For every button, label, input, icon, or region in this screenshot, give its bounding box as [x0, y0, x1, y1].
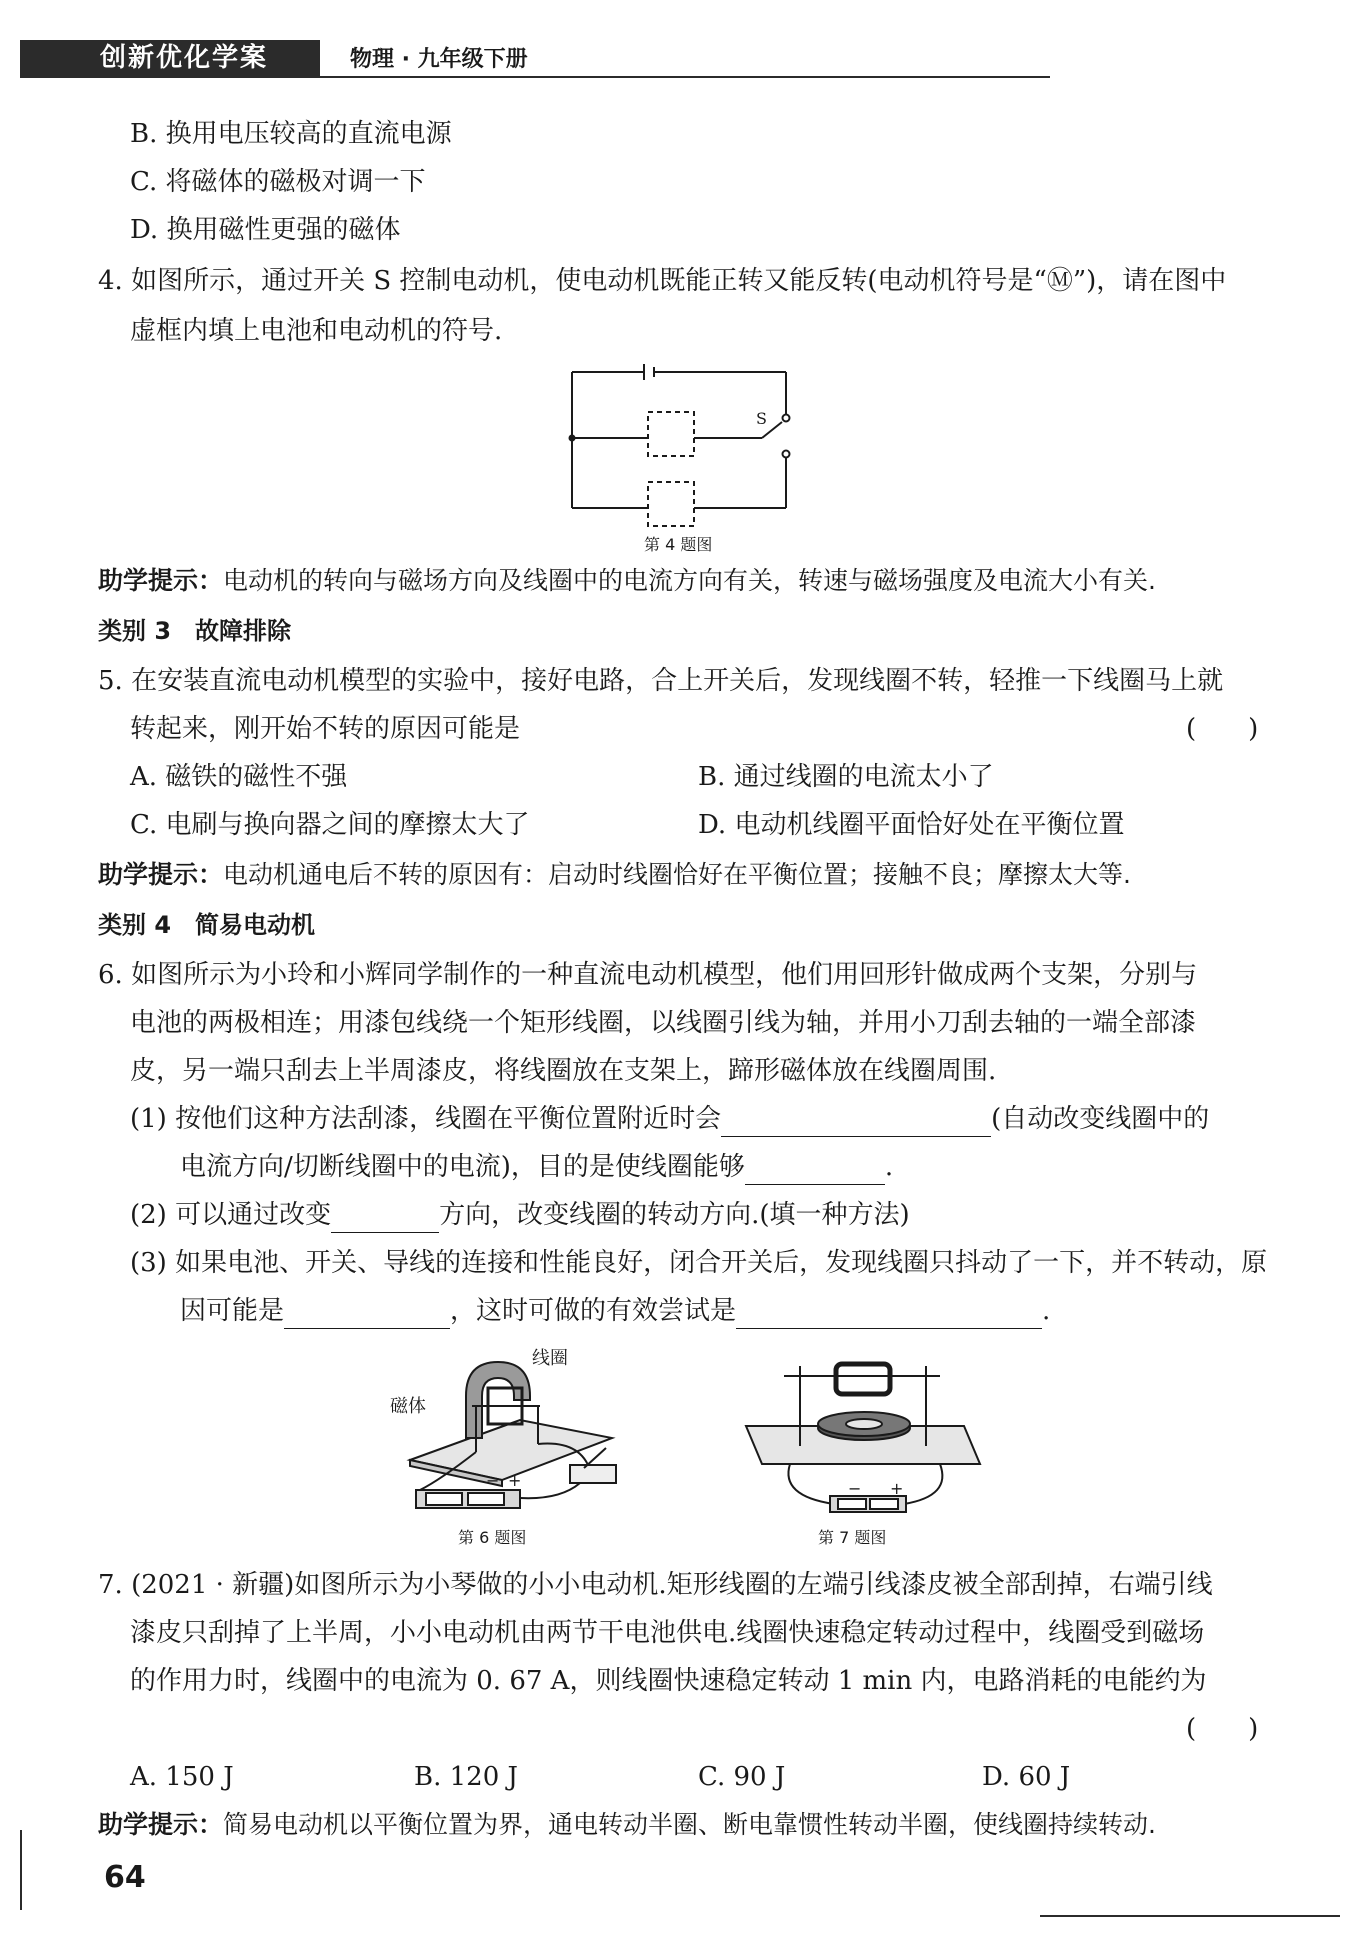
q6-part-1-text-a: (1) 按他们这种方法刮漆，线圈在平衡位置附近时会 — [130, 1104, 722, 1134]
q6-part-1-text-d: . — [884, 1152, 894, 1182]
q6-part-3-text-b: 因可能是 — [180, 1296, 285, 1326]
q6-part-1-line-2 — [180, 1149, 893, 1185]
q7-line-2: 漆皮只刮掉了上半周，小小电动机由两节干电池供电.线圈快速稳定转动过程中，线圈受到磁场 — [130, 1618, 1205, 1648]
q4-line-2: 虚框内填上电池和电动机的符号. — [130, 316, 503, 346]
q6-part-1-blank-2 — [745, 1158, 885, 1185]
q6-figure-coil-label: 线圈 — [532, 1348, 568, 1369]
coil — [836, 1364, 890, 1394]
hint-2 — [98, 857, 1131, 893]
q6-part-1-line-1 — [130, 1101, 1209, 1137]
switch-contact-top — [783, 415, 790, 422]
q7-small-motor-figure — [740, 1356, 990, 1526]
hint-3-text: 简易电动机以平衡位置为界，通电转动半圈、断电靠惯性转动半圈，使线圈持续转动. — [223, 1810, 1156, 1839]
q7-option-c: C. 90 J — [698, 1762, 786, 1792]
hint-2-text: 电动机通电后不转的原因有：启动时线圈恰好在平衡位置；接触不良；摩擦太大等. — [223, 860, 1131, 889]
hint-3 — [98, 1807, 1156, 1843]
dashed-box-upper — [648, 412, 694, 456]
switch-base — [570, 1465, 616, 1483]
q6-part-3-line-2 — [180, 1293, 1050, 1329]
header-brand: 创新优化学案 — [20, 40, 320, 76]
q6-part-3-text-c: ，这时可做的有效尝试是 — [450, 1296, 737, 1326]
q6-part-2-blank — [331, 1206, 439, 1233]
hint-2-label: 助学提示： — [98, 860, 224, 889]
header-subject: 物理 · 九年级下册 — [350, 47, 528, 72]
battery-cell-1 — [426, 1493, 462, 1505]
category-3-heading: 类别 3 故障排除 — [98, 617, 292, 645]
svg-text:−: − — [486, 1471, 500, 1490]
q4-line-1: 4. 如图所示，通过开关 S 控制电动机，使电动机既能正转又能反转(电动机符号是“Ⓜ”)，请在图中 — [98, 266, 1227, 296]
q7-caption: 第 7 题图 — [818, 1528, 887, 1547]
q7-option-a: A. 150 J — [130, 1762, 234, 1792]
hint-1-text: 电动机的转向与磁场方向及线圈中的电流方向有关，转速与磁场强度及电流大小有关. — [223, 566, 1156, 595]
header-rule — [20, 76, 1050, 78]
hint-1-label: 助学提示： — [98, 566, 224, 595]
q6-part-2-text-b: 方向，改变线圈的转动方向.(填一种方法) — [439, 1200, 910, 1230]
q6-part-1-text-b: (自动改变线圈中的 — [991, 1104, 1210, 1134]
q6-part-2 — [130, 1197, 910, 1233]
q3-option-c: C. 将磁体的磁极对调一下 — [130, 167, 426, 197]
battery-cell-1 — [838, 1499, 866, 1509]
q5-line-2: 转起来，刚开始不转的原因可能是 — [130, 714, 521, 744]
category-4-heading: 类别 4 简易电动机 — [98, 911, 316, 939]
wire-right — [904, 1464, 942, 1504]
q6-part-1-blank-1 — [721, 1110, 991, 1137]
q7-line-1: 7. (2021 · 新疆)如图所示为小琴做的小小电动机.矩形线圈的左端引线漆皮被全部刮掉，右端引线 — [98, 1570, 1213, 1600]
switch-label: S — [756, 409, 767, 428]
q5-option-a: A. 磁铁的磁性不强 — [130, 762, 348, 792]
q7-option-d: D. 60 J — [982, 1762, 1071, 1792]
dashed-box-lower — [648, 482, 694, 526]
hint-3-label: 助学提示： — [98, 1810, 224, 1839]
svg-text:−: − — [848, 1479, 862, 1498]
q6-part-3-blank-1 — [284, 1302, 450, 1329]
q6-figure-magnet-label: 磁体 — [390, 1396, 426, 1417]
q4-circuit-diagram — [560, 360, 800, 540]
q5-option-b: B. 通过线圈的电流太小了 — [698, 762, 994, 792]
q6-line-3: 皮，另一端只刮去上半周漆皮，将线圈放在支架上，蹄形磁体放在线圈周围. — [130, 1056, 997, 1086]
svg-text:+: + — [508, 1471, 522, 1490]
q7-answer-paren: ( ) — [1186, 1714, 1259, 1744]
q3-option-d: D. 换用磁性更强的磁体 — [130, 215, 401, 245]
q6-part-3-blank-2 — [736, 1302, 1042, 1329]
q5-answer-paren: ( ) — [1186, 714, 1259, 744]
q6-part-2-text-a: (2) 可以通过改变 — [130, 1200, 332, 1230]
q7-option-b: B. 120 J — [414, 1762, 518, 1792]
q6-line-2: 电池的两极相连；用漆包线绕一个矩形线圈，以线圈引线为轴，并用小刀刮去轴的一端全部漆 — [130, 1008, 1197, 1038]
q3-option-b: B. 换用电压较高的直流电源 — [130, 119, 452, 149]
page-number: 64 — [104, 1860, 146, 1895]
q6-part-3-text-d: . — [1042, 1296, 1051, 1326]
svg-text:+: + — [890, 1479, 904, 1498]
q5-option-d: D. 电动机线圈平面恰好处在平衡位置 — [698, 810, 1125, 840]
switch-contact-bottom — [783, 451, 790, 458]
q5-option-c: C. 电刷与换向器之间的摩擦太大了 — [130, 810, 530, 840]
footer-rule-left — [20, 1830, 22, 1910]
footer-rule-bottom — [1040, 1915, 1340, 1917]
q6-part-3-line-1: (3) 如果电池、开关、导线的连接和性能良好，闭合开关后，发现线圈只抖动了一下，并不转动，原 — [130, 1248, 1268, 1278]
hint-1 — [98, 563, 1156, 599]
ring-magnet-hole — [846, 1419, 882, 1429]
q6-caption: 第 6 题图 — [458, 1528, 527, 1547]
wire-3 — [520, 1483, 580, 1498]
q6-part-1-text-c: 电流方向/切断线圈中的电流)，目的是使线圈能够 — [180, 1152, 745, 1182]
q5-line-1: 5. 在安装直流电动机模型的实验中，接好电路，合上开关后，发现线圈不转，轻推一下线圈马上就 — [98, 666, 1224, 696]
q4-caption: 第 4 题图 — [644, 535, 713, 554]
q7-line-3: 的作用力时，线圈中的电流为 0. 67 A，则线圈快速稳定转动 1 min 内，电路消耗的电能约为 — [130, 1666, 1207, 1696]
junction-dot — [569, 435, 576, 442]
q6-line-1: 6. 如图所示为小玲和小辉同学制作的一种直流电动机模型，他们用回形针做成两个支架，分别与 — [98, 960, 1198, 990]
wire-left — [788, 1464, 834, 1504]
battery-cell-2 — [870, 1499, 898, 1509]
q6-motor-model-figure — [380, 1340, 630, 1520]
battery-cell-2 — [468, 1493, 504, 1505]
